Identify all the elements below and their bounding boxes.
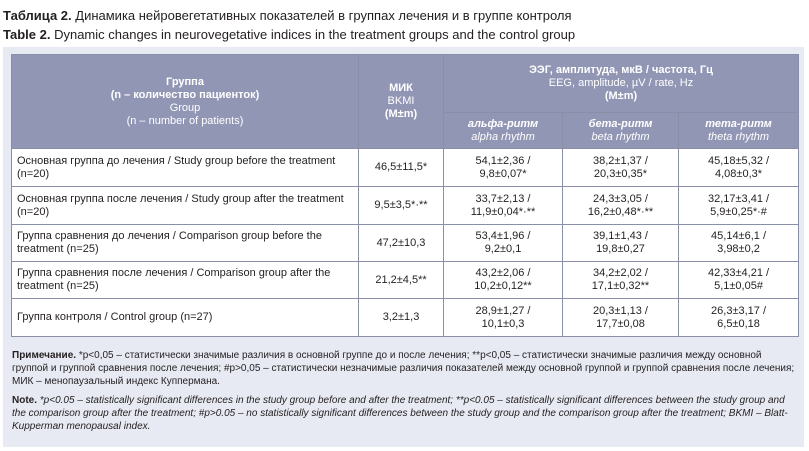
cell-theta [679, 225, 799, 262]
note-en-text: *p<0.05 – statistically significant differences in the study group before and after the treatment; **p<0.05 – statistically significant differences between the study group and the comparison group after the treatment; #p>0.05 – no statistically significant differences between the study group and the comparison group after the treatment; BKMI – Blatt-Kupperman menopausal index. [12, 395, 788, 432]
title-en-label: Table 2. [3, 27, 51, 42]
cell-beta-line-1: 39,1±1,43 / [593, 230, 648, 242]
cell-group [12, 149, 359, 187]
cell-theta-line-1: 45,18±5,32 / [707, 154, 770, 167]
cell-theta-line-1: 32,17±3,41 / [707, 192, 770, 205]
note-ru-label: Примечание. [12, 350, 77, 361]
cell-theta [679, 187, 799, 225]
header-beta-ru: бета-ритм [588, 117, 653, 130]
title-ru [3, 6, 803, 25]
cell-beta [563, 187, 679, 225]
header-mik-en: BKMI [387, 95, 415, 107]
cell-beta-line-2: 17,7±0,08 [596, 317, 645, 330]
header-beta-en: beta rhythm [591, 130, 650, 143]
cell-theta-line-1: 45,14±6,1 / [711, 230, 766, 242]
cell-mik: 3,2±1,3 [359, 299, 444, 337]
table-frame [3, 47, 804, 447]
cell-group-line-2: treatment (n=25) [17, 280, 99, 292]
cell-theta-line-2: 5,9±0,25*·# [710, 205, 767, 218]
cell-group-line-1: Группа контроля / Control group (n=27) [17, 311, 213, 323]
cell-beta-line-2: 16,2±0,48*·** [587, 205, 654, 218]
cell-theta-line-1: 42,33±4,21 / [707, 267, 770, 279]
cell-theta-line-1: 26,3±3,17 / [711, 304, 766, 317]
cell-theta-line-2: 4,08±0,3* [715, 167, 763, 180]
title-ru-text: Динамика нейровегетативных показателей в группах лечения и в группе контроля [75, 8, 572, 23]
cell-theta-line-2: 6,5±0,18 [717, 317, 760, 330]
header-theta [679, 113, 799, 149]
cell-group [12, 299, 359, 337]
cell-alpha [444, 149, 563, 187]
cell-alpha-line-2: 9,8±0,07* [479, 167, 527, 180]
cell-mik: 21,2±4,5** [359, 262, 444, 299]
header-alpha [444, 113, 563, 149]
cell-theta-line-2: 5,1±0,05# [714, 280, 763, 292]
cell-beta [563, 225, 679, 262]
header-eeg-en: EEG, amplitude, µV / rate, Hz [548, 77, 694, 89]
header-group-ru-1: Группа [166, 75, 204, 88]
cell-alpha-line-1: 28,9±1,27 / [475, 304, 531, 317]
header-group-en-2: (n – number of patients) [126, 114, 244, 127]
header-group-en-1: Group [169, 101, 201, 114]
cell-group-line-1: Группа сравнения после лечения / Comparison group after the [17, 267, 331, 279]
cell-alpha-line-1: 33,7±2,13 / [475, 192, 531, 205]
note-en [12, 394, 797, 433]
cell-alpha-line-1: 54,1±2,36 / [475, 154, 531, 167]
cell-beta-line-1: 20,3±1,13 / [593, 304, 648, 317]
cell-alpha-line-1: 43,2±2,06 / [475, 267, 531, 279]
cell-beta-line-2: 19,8±0,27 [596, 243, 645, 255]
cell-beta [563, 262, 679, 299]
cell-group [12, 187, 359, 225]
title-en-text: Dynamic changes in neurovegetative indices in the treatment groups and the control group [54, 27, 576, 42]
header-alpha-en: alpha rhythm [471, 130, 535, 143]
header-group [12, 55, 359, 149]
cell-beta-line-1: 34,2±2,02 / [593, 267, 648, 279]
table-row [12, 149, 799, 187]
cell-beta [563, 149, 679, 187]
header-group-ru-2: (n – количество пациенток) [110, 88, 260, 101]
cell-theta [679, 149, 799, 187]
cell-beta-line-2: 17,1±0,32** [591, 280, 650, 292]
cell-theta-line-2: 3,98±0,2 [717, 243, 760, 255]
note-en-label: Note. [12, 395, 37, 406]
cell-group-line-1: Основная группа до лечения / Study group before the treatment [17, 154, 336, 167]
header-mik-ru: МИК [389, 82, 413, 94]
cell-group [12, 262, 359, 299]
cell-alpha-line-1: 53,4±1,96 / [475, 230, 531, 242]
cell-theta [679, 299, 799, 337]
cell-beta-line-1: 24,3±3,05 / [593, 192, 648, 205]
table-row [12, 299, 799, 337]
cell-beta [563, 299, 679, 337]
header-mik [359, 55, 444, 149]
data-table [11, 54, 799, 337]
note-ru-text: *p<0,05 – статистически значимые различия в основной группе до и после лечения; **p<0,05 – статистически значимые различия между основной группой и группой сравнения после лечения; #p>0,05 – статистически незначимые различия показателей между основной группой и группой сравнения после лечения; МИК – менопаузальный индекс Куппермана. [12, 350, 795, 387]
header-beta [563, 113, 679, 149]
cell-mik: 47,2±10,3 [359, 225, 444, 262]
header-eeg-unit: (M±m) [604, 90, 638, 102]
cell-mik: 9,5±3,5*·** [359, 187, 444, 225]
header-alpha-ru: альфа-ритм [467, 117, 539, 130]
table-row [12, 187, 799, 225]
header-mik-unit: (M±m) [384, 108, 418, 120]
cell-alpha-line-2: 10,2±0,12** [474, 280, 532, 292]
cell-alpha-line-2: 10,1±0,3 [481, 317, 525, 330]
cell-group-line-2: treatment (n=25) [17, 243, 99, 255]
header-theta-ru: тета-ритм [705, 117, 772, 130]
cell-beta-line-2: 20,3±0,35* [593, 167, 648, 180]
header-eeg-ru: ЭЭГ, амплитуда, мкВ / частота, Гц [529, 64, 713, 76]
table-row [12, 225, 799, 262]
cell-theta [679, 262, 799, 299]
note-ru [12, 349, 797, 388]
cell-group-line-2: (n=20) [17, 167, 50, 180]
header-eeg [444, 55, 799, 113]
header-theta-en: theta rhythm [707, 130, 770, 143]
cell-alpha [444, 299, 563, 337]
cell-alpha-line-2: 9,2±0,1 [484, 243, 522, 255]
table-row [12, 262, 799, 299]
cell-group [12, 225, 359, 262]
cell-alpha-line-2: 11,9±0,04*·** [470, 205, 536, 218]
cell-alpha [444, 225, 563, 262]
cell-mik: 46,5±11,5* [359, 149, 444, 187]
cell-beta-line-1: 38,2±1,37 / [593, 154, 648, 167]
cell-alpha [444, 187, 563, 225]
title-ru-label: Таблица 2. [3, 8, 72, 23]
notes [12, 349, 797, 439]
cell-group-line-1: Основная группа после лечения / Study group after the treatment [17, 192, 344, 205]
captions [3, 6, 803, 44]
title-en [3, 25, 803, 44]
cell-alpha [444, 262, 563, 299]
cell-group-line-2: (n=20) [17, 205, 50, 218]
cell-group-line-1: Группа сравнения до лечения / Comparison group before the [17, 230, 322, 242]
